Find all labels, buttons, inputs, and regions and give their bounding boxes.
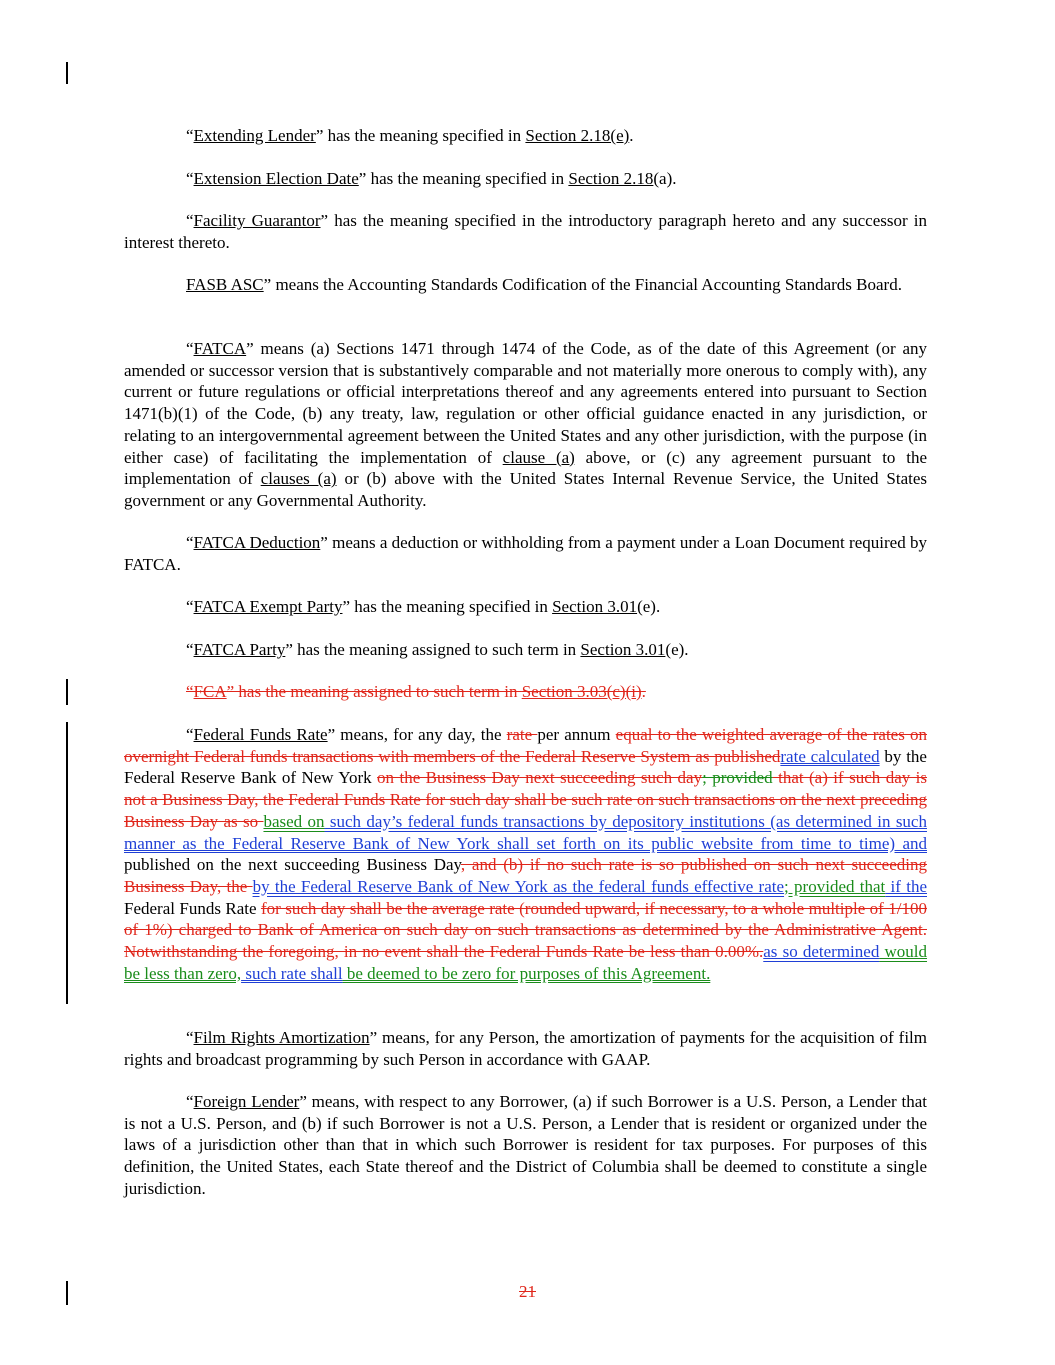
clause-reference: clauses (a) — [260, 469, 337, 489]
deleted-text: for such day shall be the average rate (rounded upward, if necessary, to a whole multiple of 1/100 of 1%) charged to Bank of America on such day on such transactions as determined by the Administrative Agent. Notwithstanding the foregoing, in no event shall the Federal Funds Rate be less than 0.00%. — [124, 898, 927, 962]
definition-extending-lender: “Extending Lender” has the meaning specified in Section 2.18(e). — [186, 126, 634, 145]
definition-foreign-lender: “Foreign Lender” means, with respect to any Borrower, (a) if such Borrower is a U.S. Person, a Lender that is not a U.S. Person, and (b) if such Borrower is not a U.S. Person, a Lender that is resident or organized under the laws of a jurisdiction other than that in which such Borrower is resident for tax purposes. For purposes of this definition, the United States, each State thereof and the District of Columbia shall be deemed to constitute a single jurisdiction. — [124, 1092, 927, 1198]
defined-term: Extending Lender — [193, 126, 316, 145]
defined-term: FATCA Exempt Party — [193, 597, 343, 616]
inserted-text: as so determined — [763, 942, 880, 962]
moved-text: ; provided — [702, 768, 773, 788]
definition-federal-funds-rate: “Federal Funds Rate” means, for any day, the rate per annum equal to the weighted average of the rates on overnight Federal funds transactions with members of the Federal Reserve System as publishedrate calculated by the Federal Reserve Bank of New York on the Business Day next succeeding such day; provided that (a) if such day is not a Business Day, the Federal Funds Rate for such day shall be such rate on such transactions on the next preceding Business Day as so based on such day’s federal funds transactions by depository institutions (as determined in such manner as the Federal Reserve Bank of New York shall set forth on its public website from time to time) and published on the next succeeding Business Day, and (b) if no such rate is so published on such next succeeding Business Day, the by the Federal Reserve Bank of New York as the federal funds effective rate; provided that if the Federal Funds Rate for such day shall be the average rate (rounded upward, if necessary, to a whole multiple of 1/100 of 1%) charged to Bank of America on such day on such transactions as determined by the Administrative Agent. Notwithstanding the foregoing, in no event shall the Federal Funds Rate be less than 0.00%.as so determined would be less than zero, such rate shall be deemed to be zero for purposes of this Agreement. — [124, 725, 928, 983]
definition-facility-guarantor: “Facility Guarantor” has the meaning specified in the introductory paragraph hereto and any successor in interest thereto. — [124, 211, 927, 252]
moved-text: ; provided that — [784, 876, 886, 896]
section-reference: Section 3.03(c)(i) — [521, 682, 642, 701]
moved-text: be deemed to be zero for purposes of this Agreement. — [342, 963, 711, 983]
inserted-text: if the — [885, 876, 927, 896]
deleted-text: rate — [506, 725, 538, 744]
defined-term: FATCA Deduction — [193, 533, 321, 552]
defined-term: Extension Election Date — [193, 169, 359, 188]
change-bar — [66, 722, 68, 1004]
definition-fatca-exempt-party: “FATCA Exempt Party” has the meaning specified in Section 3.01(e). — [186, 597, 661, 616]
page-number: 21 — [519, 1282, 536, 1301]
defined-term: FASB ASC — [186, 275, 264, 294]
change-bar — [66, 679, 68, 705]
defined-term: Foreign Lender — [193, 1092, 300, 1111]
definition-film-rights-amortization: “Film Rights Amortization” means, for any Person, the amortization of payments for the acquisition of film rights and broadcast programming by such Person in accordance with GAAP. — [124, 1028, 928, 1069]
inserted-text: rate calculated — [780, 746, 880, 766]
defined-term: FATCA — [193, 339, 247, 358]
section-reference: Section 3.01 — [552, 597, 638, 616]
section-reference: Section 2.18(e) — [525, 126, 630, 145]
definition-fatca: “FATCA” means (a) Sections 1471 through 1474 of the Code, as of the date of this Agreement (or any amended or successor version that is substantively comparable and not materially more onerous to comply with), any current or future regulations or official interpretations thereof and any agreements entered into pursuant to Section 1471(b)(1) of the Code, (b) any treaty, law, regulation or other official guidance enacted in any jurisdiction, or relating to an intergovernmental agreement between the United States and any other jurisdiction, with the purpose (in either case) of facilitating the implementation of clause (a) above, or (c) any agreement pursuant to the implementation of clauses (a) or (b) above with the United States Internal Revenue Service, the United States government or any Governmental Authority. — [124, 339, 928, 510]
change-bar — [66, 62, 68, 84]
inserted-text: such rate shall — [241, 963, 343, 983]
deleted-text: on the Business Day next succeeding such day — [377, 768, 703, 788]
definition-fca-deleted: “FCA” has the meaning assigned to such term in Section 3.03(c)(i). — [186, 682, 646, 701]
defined-term: Facility Guarantor — [193, 211, 321, 230]
definition-fatca-party: “FATCA Party” has the meaning assigned to such term in Section 3.01(e). — [186, 640, 689, 659]
definition-fatca-deduction: “FATCA Deduction” means a deduction or withholding from a payment under a Loan Document required by FATCA. — [124, 533, 927, 574]
inserted-text: by the Federal Reserve Bank of New York as the federal funds effective rate — [252, 876, 785, 896]
deleted-text: , and (b) if no such rate is so published on such next succeeding Business Day, the — [124, 855, 927, 896]
moved-text: would be less than zero, — [124, 942, 928, 983]
deleted-text: equal to the weighted average of the rates on overnight Federal funds transactions with members of the Federal Reserve System as published — [124, 725, 928, 766]
section-reference: Section 3.01 — [580, 640, 666, 659]
defined-term: Federal Funds Rate — [193, 725, 328, 744]
defined-term: FATCA Party — [193, 640, 286, 659]
moved-text: based on — [263, 811, 325, 831]
deleted-text: that (a) if such day is not a Business Day, the Federal Funds Rate for such day shall be such rate on such transactions on the next preceding Business Day as so — [124, 768, 928, 831]
defined-term: FCA — [193, 682, 227, 701]
definition-extension-election-date: “Extension Election Date” has the meaning specified in Section 2.18(a). — [186, 169, 677, 188]
defined-term: Film Rights Amortization — [193, 1028, 370, 1047]
definition-fasb-asc: FASB ASC” means the Accounting Standards Codification of the Financial Accounting Standards Board. — [186, 275, 902, 294]
clause-reference: clause (a) — [502, 447, 575, 467]
inserted-text: such day’s federal funds transactions by depository institutions (as determined in such manner as the Federal Reserve Bank of New York shall set forth on its public website from time to time) and — [124, 811, 927, 853]
section-reference: Section 2.18 — [568, 169, 654, 188]
